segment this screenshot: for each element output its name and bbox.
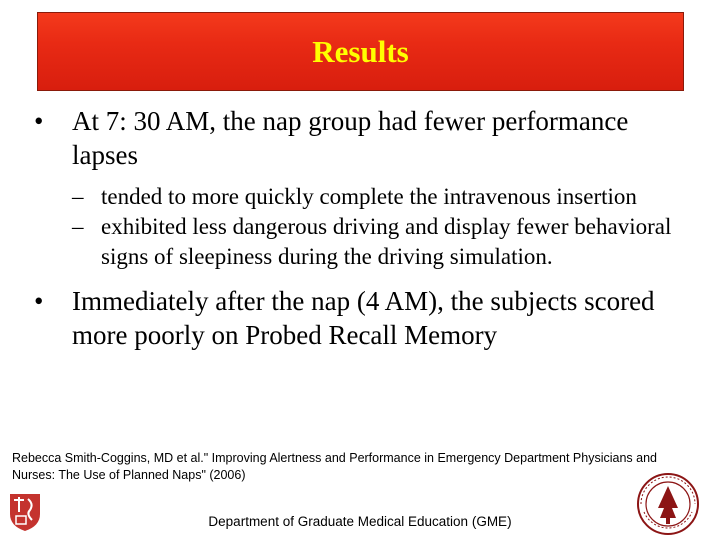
sub-bullet-text: tended to more quickly complete the intravenous insertion xyxy=(101,184,637,209)
bullet-text: Immediately after the nap (4 AM), the subjects scored more poorly on Probed Recall Memory xyxy=(72,286,655,350)
bullet-item xyxy=(34,284,694,352)
sub-bullet-item xyxy=(34,212,694,272)
bullet-mark: • xyxy=(34,106,44,136)
sub-bullet-text: exhibited less dangerous driving and display fewer behavioral signs of sleepiness during the driving simulation. xyxy=(101,214,672,269)
sub-bullet-item xyxy=(34,182,694,212)
bullet-text: At 7: 30 AM, the nap group had fewer performance lapses xyxy=(72,106,629,170)
dash-mark: – xyxy=(72,184,84,209)
title-banner xyxy=(37,12,684,91)
dash-mark: – xyxy=(72,214,84,239)
slide-title: Results xyxy=(312,33,409,69)
bullet-item xyxy=(34,104,694,172)
citation: Rebecca Smith-Coggins, MD et al." Improving Alertness and Performance in Emergency Department Physicians and Nurses: The Use of Planned Naps" (2006) xyxy=(12,451,658,482)
university-seal-icon xyxy=(636,472,700,536)
footer-department: Department of Graduate Medical Education (GME) xyxy=(208,514,512,529)
slide-content xyxy=(34,104,694,352)
bullet-mark: • xyxy=(34,286,44,316)
sub-bullet-list xyxy=(34,182,694,272)
